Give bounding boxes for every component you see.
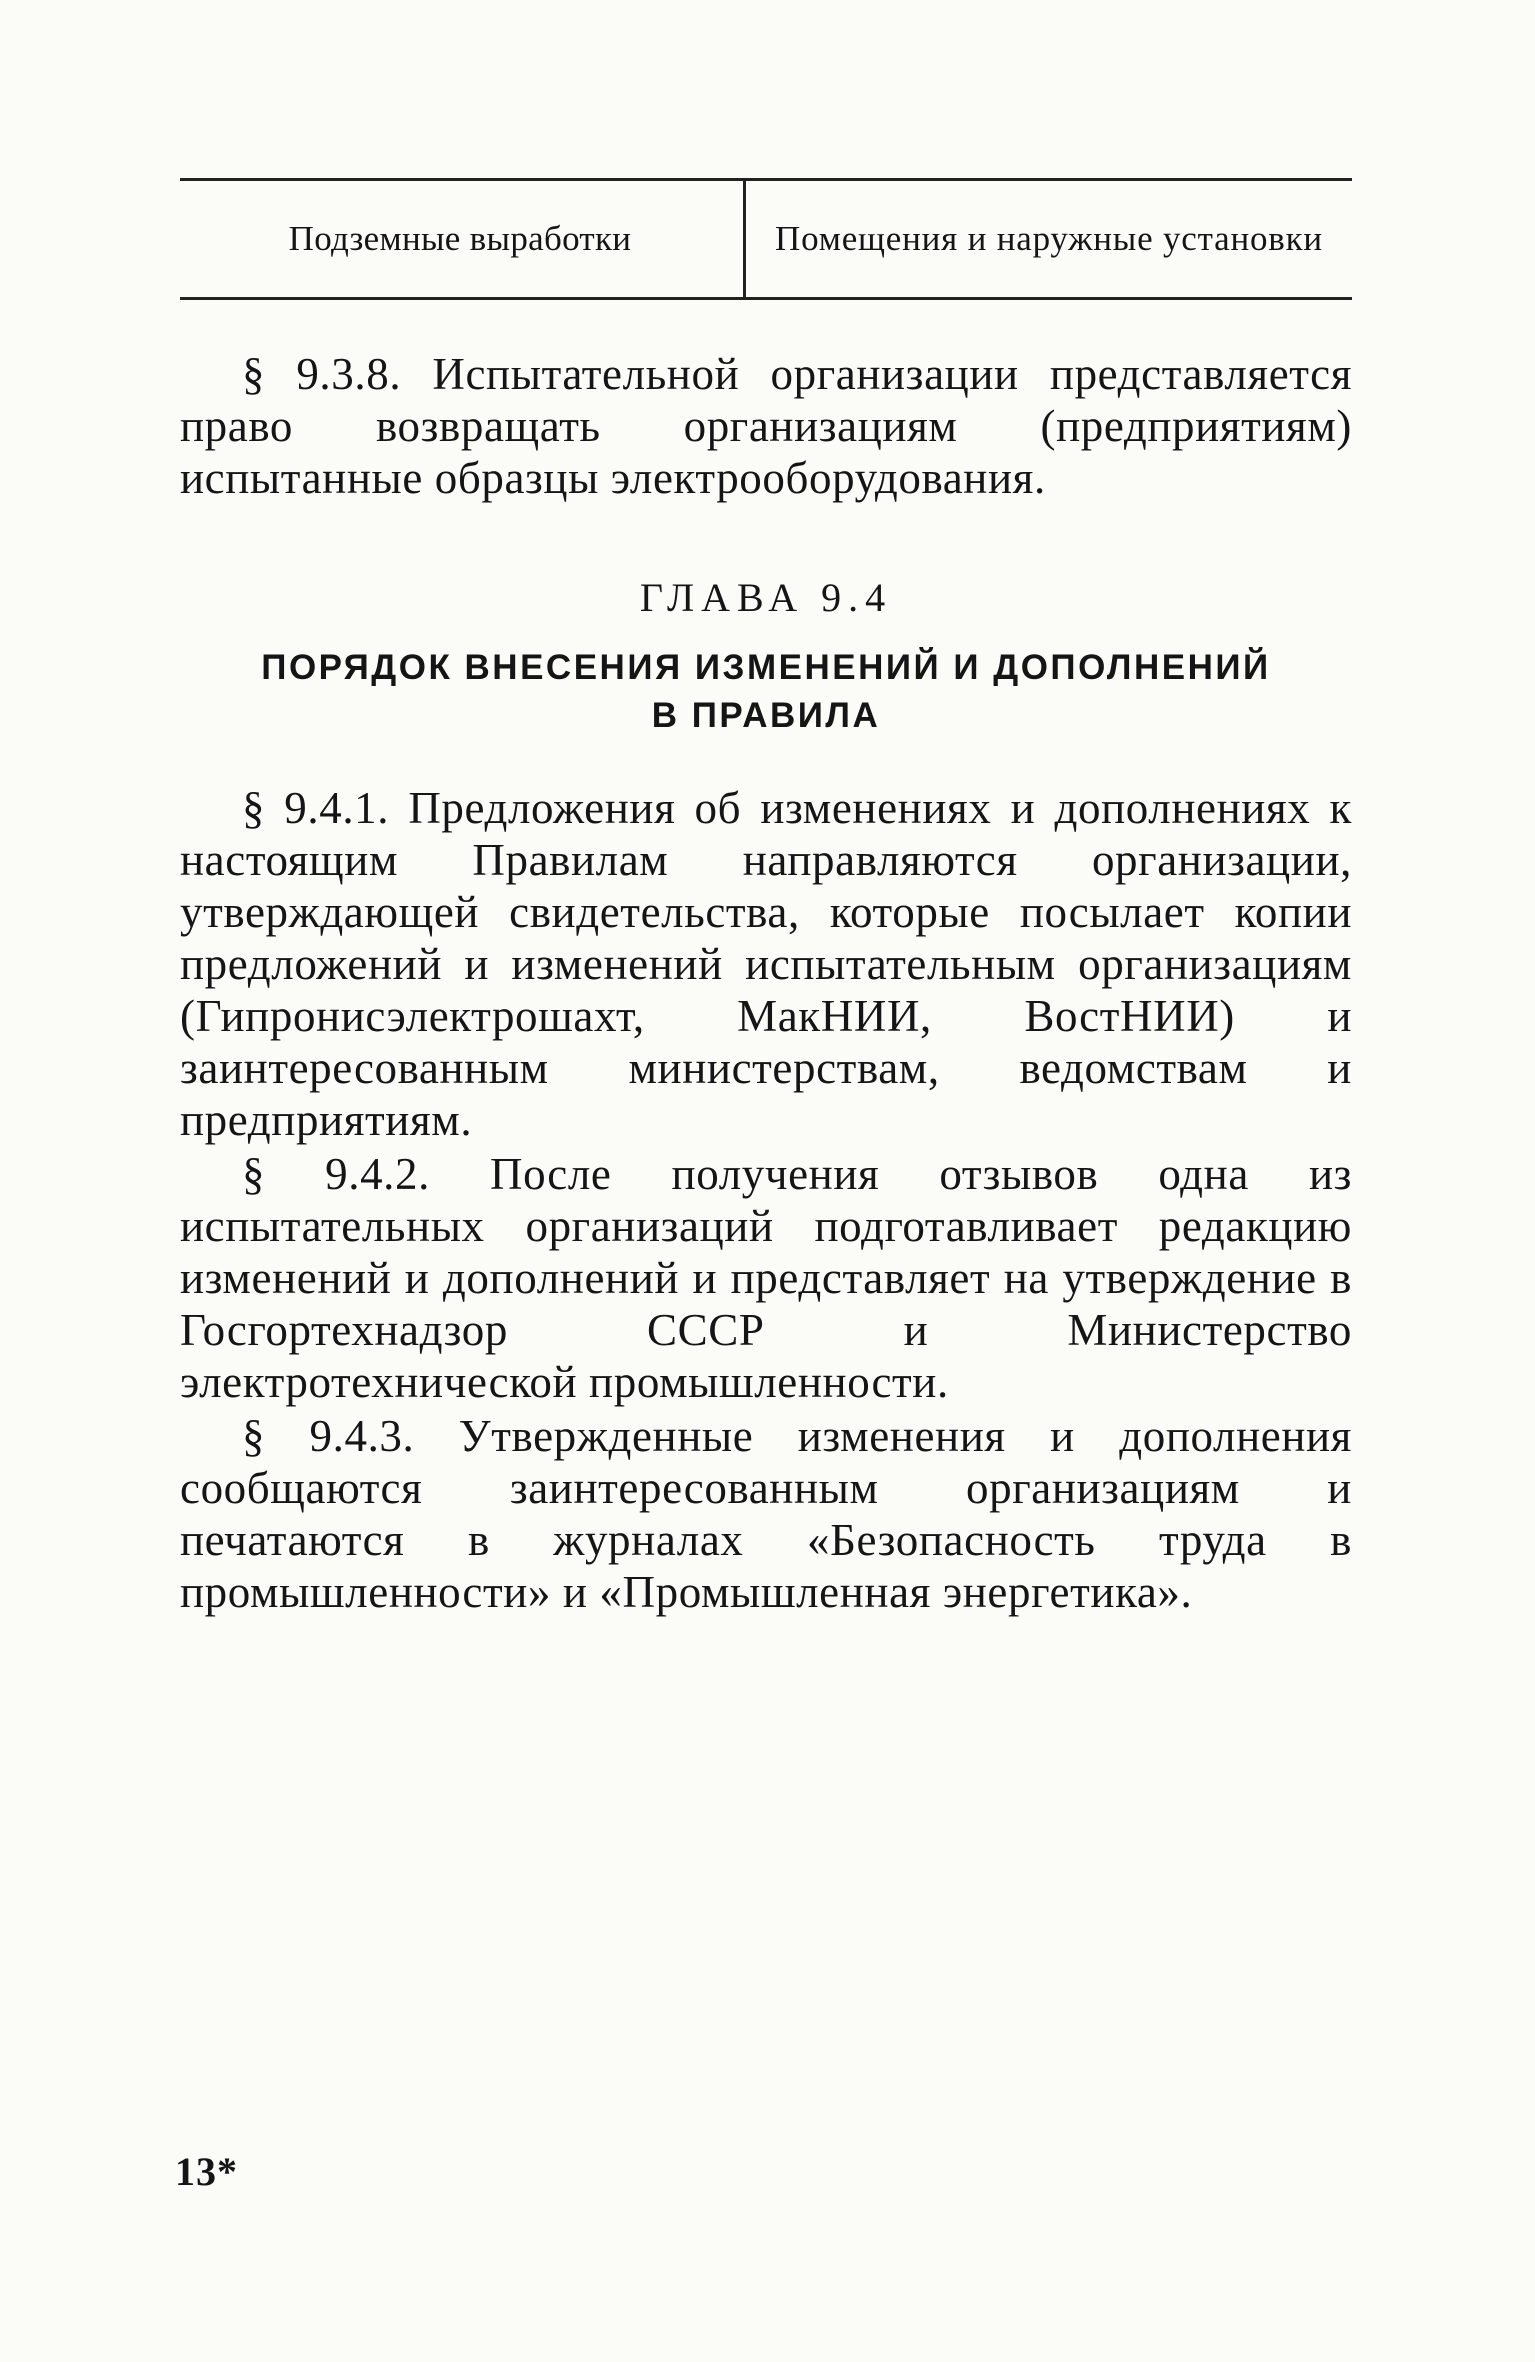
header-left-cell: Подземные выработки	[288, 219, 632, 258]
paragraph-9-3-8: § 9.3.8. Испытательной организации представляется право возвращать организациям (предприятиям) испытанные образцы электрооборудования.	[180, 349, 1352, 503]
header-right-cell: Помещения и наружные установки	[775, 219, 1323, 258]
chapter-label: ГЛАВА 9.4	[639, 575, 893, 620]
running-header-table	[180, 178, 1352, 300]
chapter-body	[180, 782, 1352, 1618]
paragraph-9-4-1: § 9.4.1. Предложения об изменениях и дополнениях к настоящим Правилам направляются организации, утверждающей свидетельства, которые посылает копии предложений и изменений испытательным организациям (Гипронисэлектрошахт, МакНИИ, ВостНИИ) и заинтересованным министерствам, ведомствам и предприятиям.	[180, 783, 1352, 1145]
paragraph-9-4-3: § 9.4.3. Утвержденные изменения и дополнения сообщаются заинтересованным организациям и печатаются в журналах «Безопасность труда в промышленности» и «Промышленная энергетика».	[180, 1411, 1352, 1617]
chapter-title-line-2: В ПРАВИЛА	[651, 696, 881, 735]
paragraph-9-4-2: § 9.4.2. После получения отзывов одна из испытательных организаций подготавливает редакцию изменений и дополнений и представляет на утверждение в Госгортехнадзор СССР и Министерство электротехнической промышленности.	[180, 1149, 1352, 1407]
document-page	[180, 178, 1352, 1618]
page-number: 13*	[175, 2149, 238, 2194]
chapter-title	[180, 644, 1352, 740]
chapter-title-line-1: ПОРЯДОК ВНЕСЕНИЯ ИЗМЕНЕНИЙ И ДОПОЛНЕНИЙ	[261, 648, 1271, 687]
